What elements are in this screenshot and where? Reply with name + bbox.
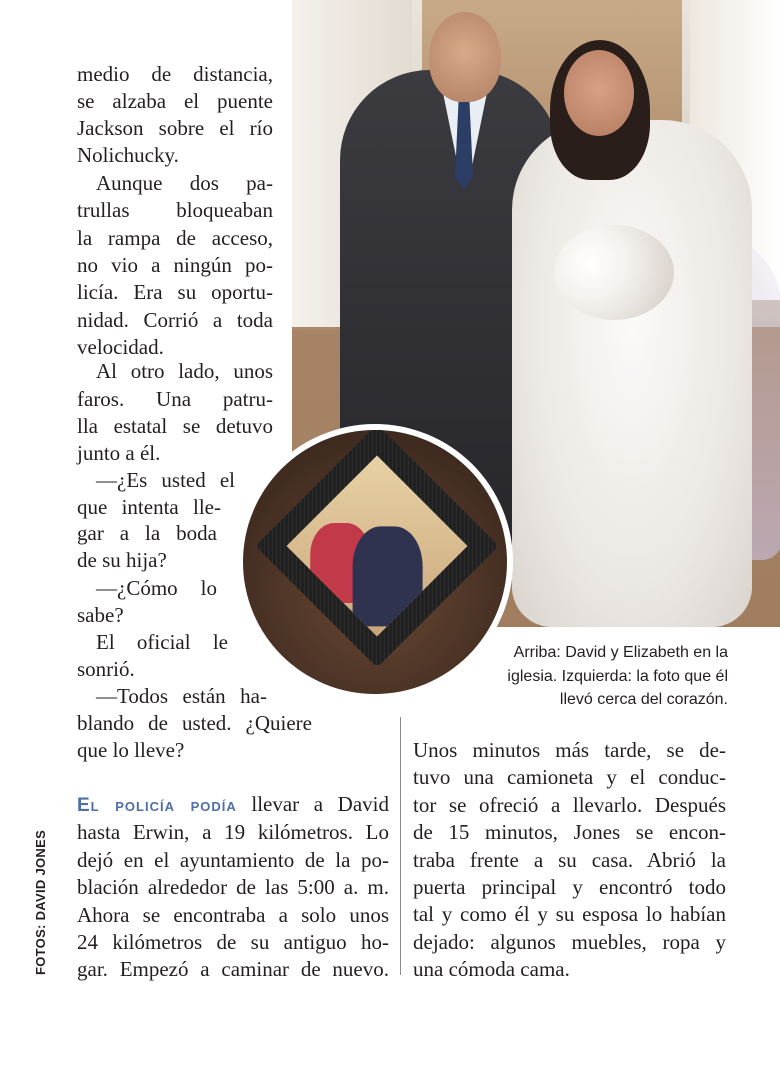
text-line: —Todos están ha- [96,684,267,708]
photo-caption [470,641,728,712]
text-line: Jackson sobre el río [77,116,273,140]
text-line: tal y como él y su esposa lo habían [413,902,726,927]
column-divider [400,717,401,975]
text-line: de su hija? [77,548,167,572]
text-line: trullas bloqueaban [77,198,273,222]
paragraph-lead-line [77,791,389,819]
text-line: blando de usted. ¿Quiere [77,711,312,735]
left-column-bottom-text [77,791,389,984]
photo-credit: FOTOS: DAVID JONES [33,829,48,975]
right-column-text [413,737,726,984]
text-line: dejó en el ayuntamiento de la po- [77,847,389,872]
text-line: Nolichucky. [77,143,179,167]
text-line: no vio a ningún po- [77,253,273,277]
text-line: Aunque dos pa- [96,171,273,195]
text-line: tuvo una camioneta y el conduc- [413,765,726,790]
text-line: velocidad. [77,335,164,359]
text-line: que lo lleve? [77,738,185,762]
text-line: sonrió. [77,657,135,681]
text-line: 24 kilómetros de su antiguo ho- [77,930,389,955]
text-line: faros. Una patru- [77,387,273,411]
text-line: Unos minutos más tarde, se de- [413,738,726,762]
text-line: gar a la boda [77,521,217,545]
text-line: blación alrededor de las 5:00 a. m. [77,875,389,900]
caption-line: iglesia. Izquierda: la foto que él [507,667,728,685]
text-line: nidad. Corrió a toda [77,308,273,332]
picture-frame [255,430,498,668]
text-line: dejado: algunos muebles, ropa y [413,929,726,954]
caption-line: Arriba: David y Elizabeth en la [513,644,728,661]
text-line: Ahora se encontraba a solo unos [77,902,389,927]
text-line: que intenta lle- [77,495,221,519]
text-line: gar. Empezó a caminar de nuevo. [77,957,389,982]
text-line: puerta principal y encontró todo [413,875,726,900]
text-line: —¿Es usted el [96,468,235,492]
text-line: hasta Erwin, a 19 kilómetros. Lo [77,820,389,845]
caption-line: llevó cerca del corazón. [559,691,728,708]
text-line: Al otro lado, unos [96,359,273,383]
text-line: —¿Cómo lo [96,576,217,600]
text-line: la rampa de acceso, [77,226,273,250]
lead-in-smallcaps: El policía podía [77,795,237,816]
text-line: El oficial le [96,630,228,654]
text-line: licía. Era su oportu- [77,280,273,304]
text-line: junto a él. [77,441,161,465]
text-line: una cómoda cama. [413,957,570,982]
text-line: lla estatal se detuvo [77,414,273,438]
text-line: sabe? [77,603,124,627]
lead-line-rest: llevar a David [236,792,389,816]
text-line: medio de distancia, [77,62,273,86]
text-line: de 15 minutos, Jones se encon- [413,820,726,845]
text-line: tor se ofreció a llevarlo. Después [413,792,726,817]
text-line: traba frente a su casa. Abrió la [413,847,726,872]
text-line: se alzaba el puente [77,89,273,113]
